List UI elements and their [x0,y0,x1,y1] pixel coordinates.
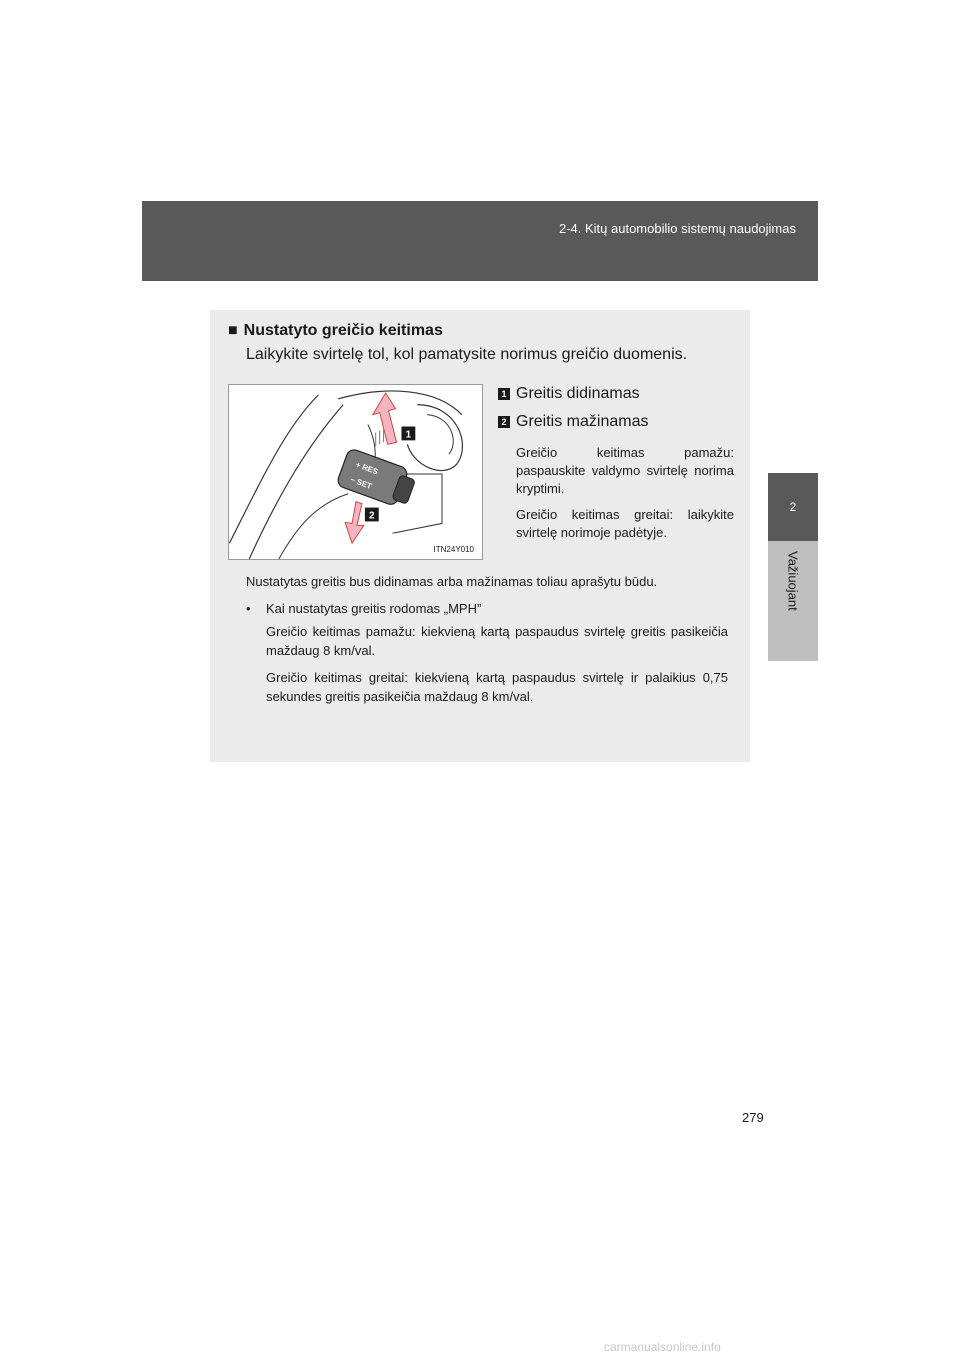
legend [498,380,734,542]
legend-label: Greitis mažinamas [516,413,649,430]
content-box [210,310,750,762]
header-title: 2-4. Kitų automobilio sistemų naudojimas [558,221,796,236]
chapter-tab-number: 2 [768,473,818,541]
legend-item [498,408,734,436]
sub-paragraph-fast: Greičio keitimas greitai: kiekvieną kartą paspaudus svirtelę ir palaikius 0,75 sekundes greitis pasikeičia maždaug 8 km/val. [266,670,728,704]
cruise-lever [336,448,418,510]
section-heading [228,322,443,340]
bullet-item [246,599,728,618]
page-number: 279 [742,1110,764,1125]
note-fast: Greičio keitimas greitai: laikykite svirtelę norimoje padėtyje. [516,507,734,540]
legend-label: Greitis didinamas [516,385,640,402]
callout-1: 1 [405,429,412,441]
watermark: carmanualsonline.info [604,1340,721,1354]
arrow-up-icon [373,393,397,444]
lever-illustration [228,384,483,560]
arrow-down-icon [345,502,364,544]
note-gradual: Greičio keitimas pamažu: paspauskite valdymo svirtelę norima kryptimi. [516,445,734,496]
figure-code: ITN24Y010 [433,545,474,554]
section-heading-text: Nustatyto greičio keitimas [243,322,443,339]
chapter-tab-label-text: Važiuojant [785,551,801,611]
legend-item [498,380,734,408]
header-band [142,201,818,281]
body-intro: Nustatytas greitis bus didinamas arba mažinamas toliau aprašytu būdu. [246,574,658,589]
body-text [246,572,728,706]
lever-set-label: − SET [349,474,373,491]
bullet-text: Kai nustatytas greitis rodomas „MPH” [266,601,482,616]
bullet-dot-icon: • [246,601,251,616]
number-1-icon: 1 [498,388,510,400]
lever-res-label: + RES [354,460,380,477]
sub-paragraph-gradual: Greičio keitimas pamažu: kiekvieną kartą paspaudus svirtelę greitis pasikeičia maždaug 8 km/val. [266,624,728,658]
steering-lever-drawing [229,385,482,559]
lead-text: Laikykite svirtelę tol, kol pamatysite norimus greičio duomenis. [246,346,688,363]
chapter-tab-label [768,541,818,661]
square-bullet-icon: ■ [228,322,238,339]
number-2-icon: 2 [498,416,510,428]
callout-2: 2 [369,510,375,522]
